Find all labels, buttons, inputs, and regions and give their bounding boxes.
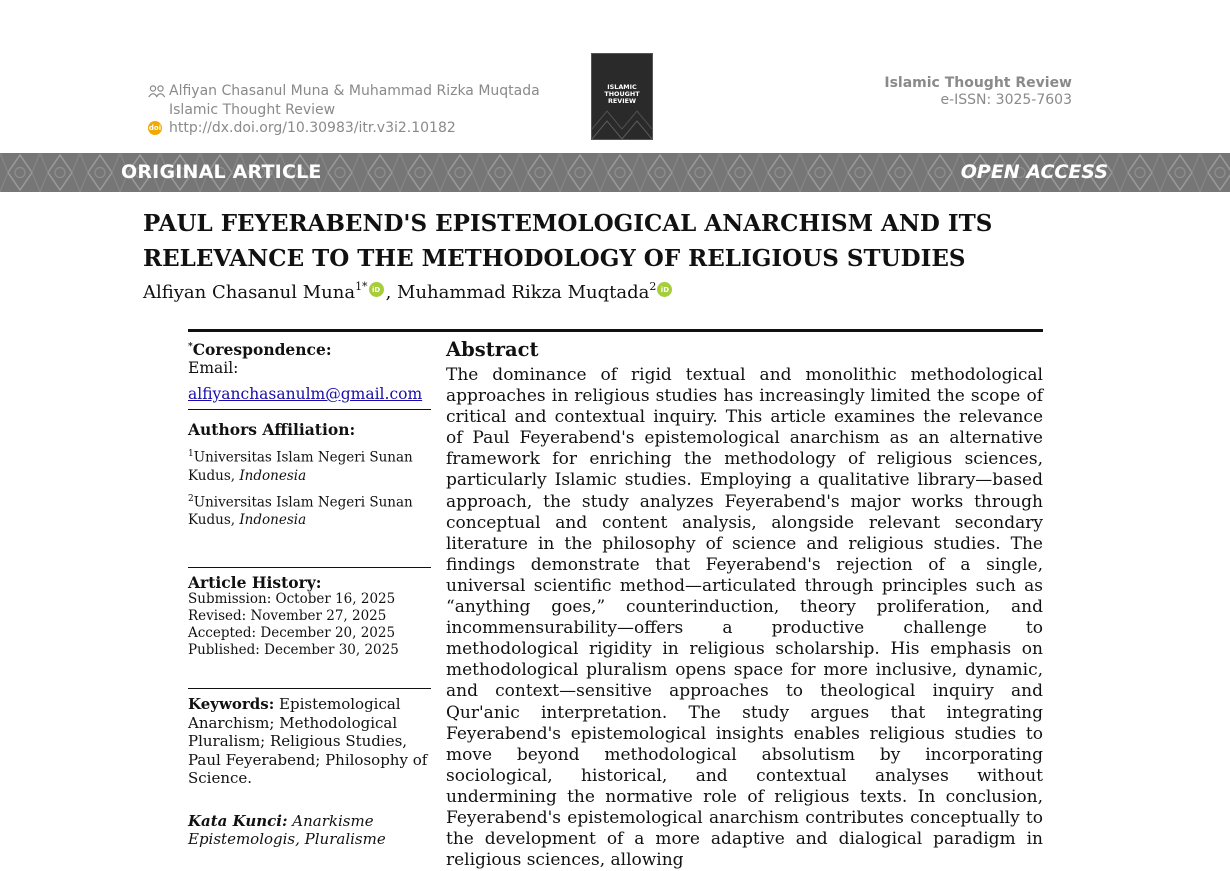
orcid-icon[interactable]: iD: [657, 282, 672, 297]
abstract-heading: Abstract: [446, 338, 539, 361]
affiliation-1: $^1$Universitas Islam Negeri Sunan Kudus, Indonesia: [188, 449, 413, 484]
published-date: Published: December 30, 2025: [188, 642, 399, 659]
submission-date: Submission: October 16, 2025: [188, 591, 396, 608]
email-label: Email:: [188, 359, 239, 378]
title-line-1: PAUL FEYERABEND'S EPISTEMOLOGICAL ANARCHISM AND ITS: [143, 210, 993, 237]
doi-link[interactable]: http://dx.doi.org/10.30983/itr.v3i2.10182: [169, 120, 456, 136]
sidebar-rule: [188, 567, 431, 568]
cover-title: ISLAMIC THOUGHT REVIEW: [604, 83, 640, 105]
abstract-body: The dominance of rigid textual and monolithic methodological approaches in religious studies has increasingly limited the scope of critical and contextual inquiry. This article examines the relevance of Paul Feyerabend's epistemological anarchism as an alternative framework for enriching the methodology of religious sciences, particularly Islamic studies. Employing a qualitative library—based approach, the study analyzes Feyerabend's major works through conceptual and content analysis, alongside relevant secondary literature in the philosophy of science and religious studies. The findings demonstrate that Feyerabend's rejection of a single, universal scientific method—articulated through principles such as “anything goes,” counterinduction, theory proliferation, and incommensurability—offers a productive challenge to methodological rigidity in religious scholarship. His emphasis on methodological pluralism opens space for more inclusive, dynamic, and context—sensitive approaches to theological inquiry and Qur'anic interpretation. The study argues that integrating Feyerabend's epistemological insights enables religious studies to move beyond methodological absolutism by incorporating sociological, historical, and contextual analyses without undermining the normative role of religious texts. In conclusion, Feyerabend's epistemological anarchism contributes conceptually to the development of a more adaptive and dialogical paradigm in religious sciences, allowing: [446, 365, 1043, 871]
author-2-name: Muhammad Rikza Muqtada: [397, 282, 650, 303]
revised-date: Revised: November 27, 2025: [188, 608, 387, 625]
accepted-date: Accepted: December 20, 2025: [188, 625, 396, 642]
section-top-rule: [188, 329, 1043, 332]
header-journal-info: [884, 75, 1072, 109]
journal-title: Islamic Thought Review: [884, 75, 1072, 91]
cover-pattern-icon: [592, 101, 652, 139]
author-1-sup: 1*: [355, 280, 368, 293]
header-doi-row: [148, 119, 540, 138]
banner-original-article: ORIGINAL ARTICLE: [121, 161, 322, 183]
affiliation-heading: Authors Affiliation:: [188, 420, 356, 440]
banner-open-access: OPEN ACCESS: [960, 161, 1108, 183]
author-1-name: Alfiyan Chasanul Muna: [143, 282, 356, 303]
header-journal-name: Islamic Thought Review: [169, 101, 336, 118]
eissn: e-ISSN: 3025-7603: [940, 92, 1072, 108]
article-banner: [0, 153, 1230, 192]
page-header: [0, 0, 1230, 153]
author-separator: ,: [385, 282, 398, 303]
article-title: [143, 206, 1083, 276]
correspondence-heading: *Corespondence:: [188, 340, 332, 360]
header-journal-row: [148, 101, 540, 120]
history-heading: Article History:: [188, 573, 322, 593]
orcid-icon[interactable]: iD: [369, 282, 384, 297]
correspondence-email-link[interactable]: alfiyanchasanulm@gmail.com: [188, 385, 423, 404]
affiliation-2: $^2$Universitas Islam Negeri Sunan Kudus, Indonesia: [188, 493, 413, 529]
keywords: Keywords: Epistemological Anarchism; Methodological Pluralism; Religious Studies, Paul Feyerabend; Philosophy of Science.: [188, 695, 428, 788]
users-icon: [148, 84, 166, 98]
header-authors-row: [148, 82, 540, 101]
sidebar-rule: [188, 688, 431, 689]
sidebar-rule: [188, 409, 431, 410]
header-citation-block: [148, 82, 540, 138]
title-line-2: RELEVANCE TO THE METHODOLOGY OF RELIGIOUS STUDIES: [143, 245, 966, 272]
kata-kunci: Kata Kunci: Anarkisme Epistemologis, Pluralisme: [188, 811, 386, 849]
article-sidebar: [188, 338, 431, 849]
header-authors: Alfiyan Chasanul Muna & Muhammad Rizka Muqtada: [169, 83, 540, 99]
doi-icon: doi: [148, 121, 166, 135]
journal-cover-image: [591, 53, 653, 140]
author-2-sup: 2: [649, 280, 657, 293]
abstract-section: [446, 338, 1043, 871]
author-list: [143, 282, 674, 303]
